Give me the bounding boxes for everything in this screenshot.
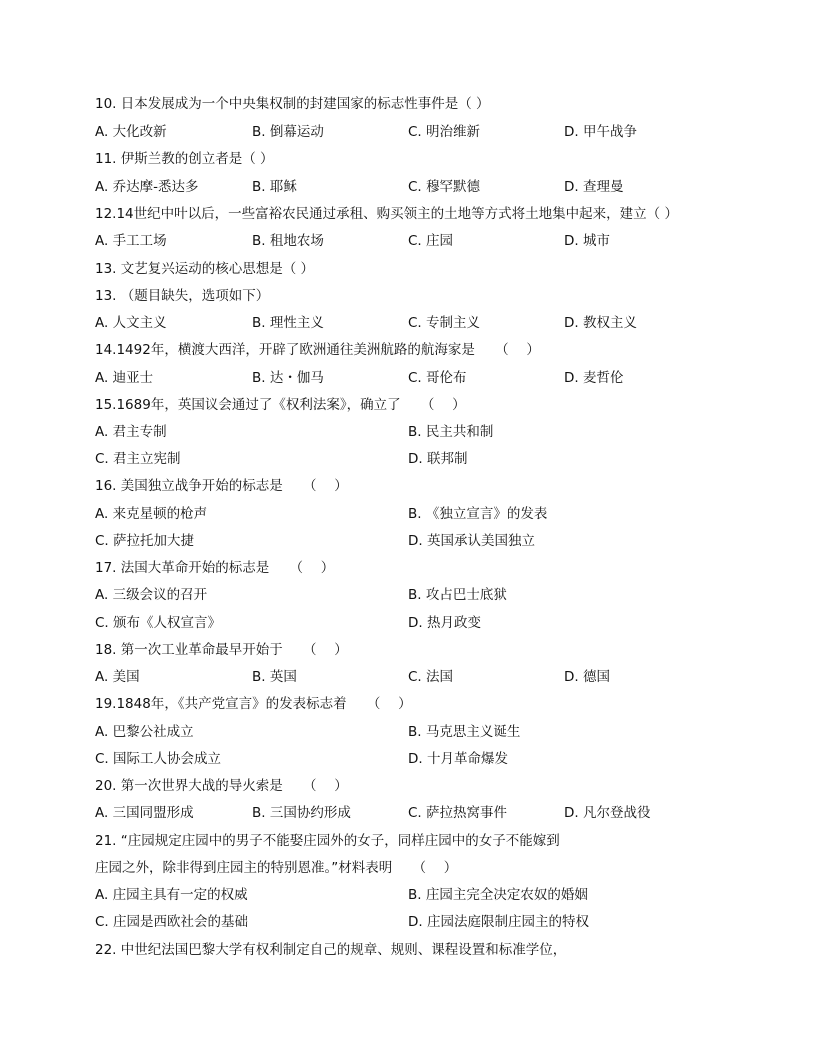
- q14-option-a: A. 迪亚士: [95, 370, 154, 386]
- q17-option-a: A. 三级会议的召开: [95, 587, 208, 603]
- q14-option-c: C. 哥伦布: [408, 370, 467, 386]
- q17-option-b: B. 攻占巴士底狱: [408, 587, 507, 603]
- q13-option-c: C. 专制主义: [408, 315, 481, 331]
- question-19-stem: 19.1848年，《共产党宣言》的发表标志着 （ ）: [95, 696, 412, 712]
- q19-option-d: D. 十月革命爆发: [408, 751, 508, 767]
- q16-option-b: B. 《独立宣言》的发表: [408, 506, 548, 522]
- q12-option-a: A. 手工工场: [95, 233, 167, 249]
- q14-option-b: B. 达・伽马: [252, 370, 324, 386]
- q21-option-d: D. 庄园法庭限制庄园主的特权: [408, 914, 589, 930]
- question-21-stem-continued: 庄园之外，除非得到庄园主的特别恩准。”材料表明 （ ）: [95, 860, 458, 876]
- question-14-stem: 14.1492年，横渡大西洋，开辟了欧洲通往美洲航路的航海家是 （ ）: [95, 342, 540, 358]
- q16-option-a: A. 来克星顿的枪声: [95, 506, 208, 522]
- q21-option-a: A. 庄园主具有一定的权威: [95, 887, 248, 903]
- question-17-stem: 17. 法国大革命开始的标志是 （ ）: [95, 560, 335, 576]
- q17-option-d: D. 热月政变: [408, 615, 481, 631]
- q10-option-c: C. 明治维新: [408, 124, 481, 140]
- q10-option-d: D. 甲午战争: [564, 124, 637, 140]
- question-13-stem: 13. 文艺复兴运动的核心思想是（ ）: [95, 261, 315, 277]
- question-21-stem: 21. “庄园规定庄园中的男子不能娶庄园外的女子，同样庄园中的女子不能嫁到: [95, 833, 560, 849]
- q21-option-b: B. 庄园主完全决定农奴的婚姻: [408, 887, 588, 903]
- q18-option-b: B. 英国: [252, 669, 297, 685]
- q11-option-a: A. 乔达摩-悉达多: [95, 179, 199, 195]
- q16-option-d: D. 英国承认美国独立: [408, 533, 535, 549]
- q11-option-c: C. 穆罕默德: [408, 179, 481, 195]
- q18-option-d: D. 德国: [564, 669, 610, 685]
- q12-option-c: C. 庄园: [408, 233, 454, 249]
- question-20-stem: 20. 第一次世界大战的导火索是 （ ）: [95, 778, 348, 794]
- q13-option-a: A. 人文主义: [95, 315, 167, 331]
- q18-option-a: A. 美国: [95, 669, 140, 685]
- q16-option-c: C. 萨拉托加大捷: [95, 533, 195, 549]
- q14-option-d: D. 麦哲伦: [564, 370, 624, 386]
- question-10-stem: 10. 日本发展成为一个中央集权制的封建国家的标志性事件是（ ）: [95, 96, 490, 112]
- q20-option-a: A. 三国同盟形成: [95, 805, 194, 821]
- q11-option-b: B. 耶稣: [252, 179, 297, 195]
- q13-option-b: B. 理性主义: [252, 315, 324, 331]
- q19-option-c: C. 国际工人协会成立: [95, 751, 222, 767]
- question-15-stem: 15.1689年，英国议会通过了《权利法案》，确立了 （ ）: [95, 397, 466, 413]
- question-12-stem: 12.14世纪中叶以后，一些富裕农民通过承租、购买领主的土地等方式将土地集中起来，建立（ ）: [95, 206, 678, 222]
- q15-option-c: C. 君主立宪制: [95, 451, 181, 467]
- q18-option-c: C. 法国: [408, 669, 454, 685]
- q12-option-b: B. 租地农场: [252, 233, 324, 249]
- question-18-stem: 18. 第一次工业革命最早开始于 （ ）: [95, 642, 348, 658]
- q21-option-c: C. 庄园是西欧社会的基础: [95, 914, 249, 930]
- q19-option-b: B. 马克思主义诞生: [408, 724, 521, 740]
- q19-option-a: A. 巴黎公社成立: [95, 724, 194, 740]
- q20-option-c: C. 萨拉热窝事件: [408, 805, 508, 821]
- q11-option-d: D. 查理曼: [564, 179, 624, 195]
- q17-option-c: C. 颁布《人权宣言》: [95, 615, 222, 631]
- question-11-stem: 11. 伊斯兰教的创立者是（ ）: [95, 151, 274, 167]
- q13-option-d: D. 教权主义: [564, 315, 637, 331]
- q20-option-b: B. 三国协约形成: [252, 805, 351, 821]
- q20-option-d: D. 凡尔登战役: [564, 805, 651, 821]
- q15-option-b: B. 民主共和制: [408, 424, 494, 440]
- q10-option-b: B. 倒幕运动: [252, 124, 324, 140]
- question-16-stem: 16. 美国独立战争开始的标志是 （ ）: [95, 478, 348, 494]
- q10-option-a: A. 大化改新: [95, 124, 167, 140]
- question-22-stem: 22. 中世纪法国巴黎大学有权利制定自己的规章、规则、课程设置和标准学位，: [95, 942, 567, 958]
- q15-option-d: D. 联邦制: [408, 451, 468, 467]
- q12-option-d: D. 城市: [564, 233, 610, 249]
- question-13-note: 13. （题目缺失，选项如下）: [95, 288, 270, 304]
- q15-option-a: A. 君主专制: [95, 424, 167, 440]
